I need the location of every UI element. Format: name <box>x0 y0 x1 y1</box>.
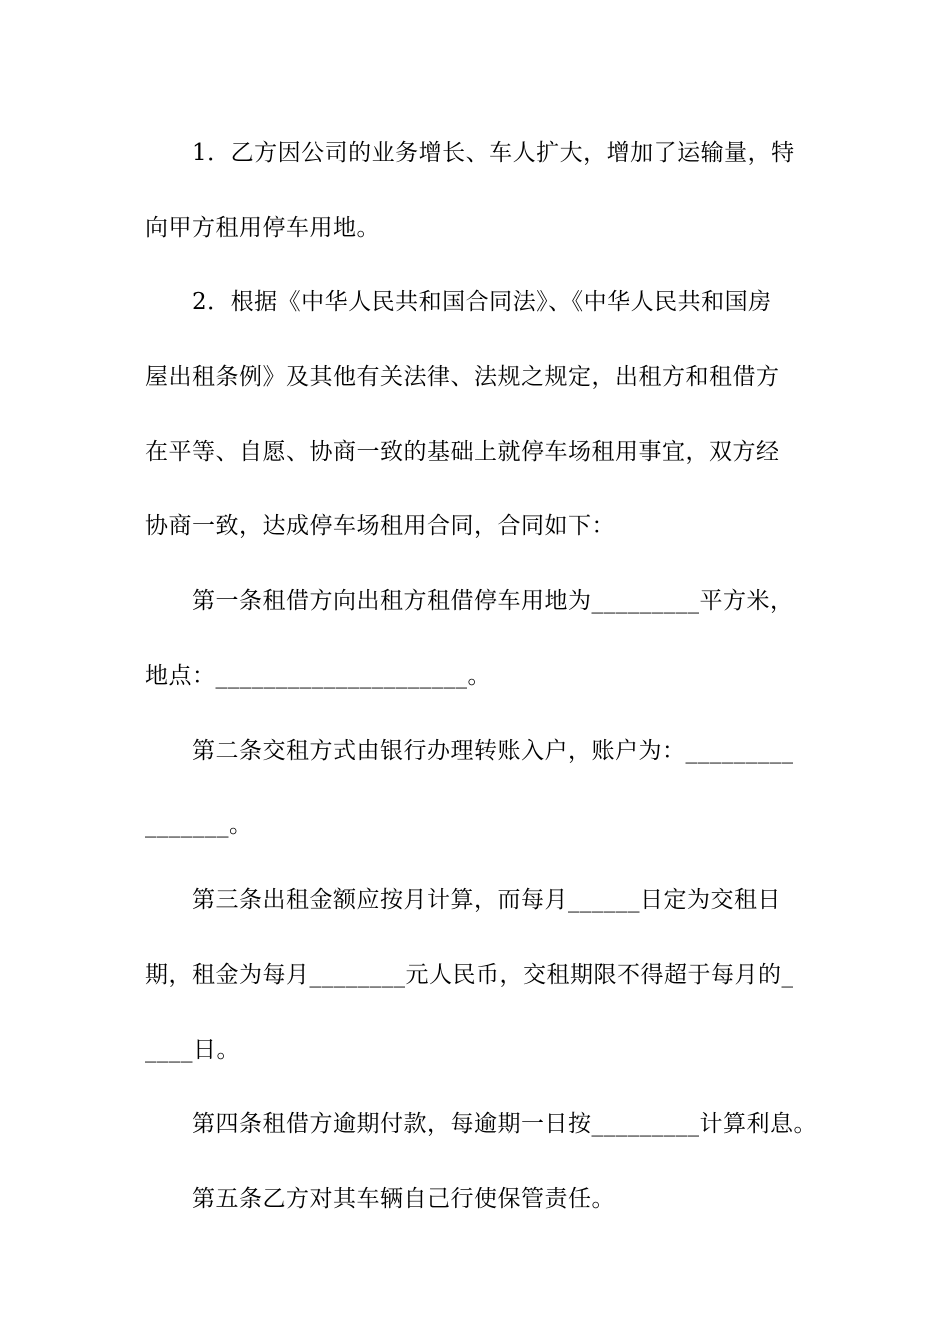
paragraph-line: 第五条乙方对其车辆自己行使保管责任。 <box>192 1186 615 1212</box>
paragraph-line: 在平等、自愿、协商一致的基础上就停车场租用事宜，双方经 <box>145 439 780 465</box>
paragraph-line: 第二条交租方式由银行办理转账入户，账户为：_________ <box>192 738 794 764</box>
paragraph-line: 屋出租条例》及其他有关法律、法规之规定，出租方和租借方 <box>145 364 780 390</box>
paragraph-line: 地点：_____________________。 <box>145 663 491 689</box>
paragraph-line: 第一条租借方向出租方租借停车用地为_________平方米， <box>192 588 794 614</box>
paragraph-line: 第三条出租金额应按月计算，而每月______日定为交租日 <box>192 887 781 913</box>
paragraph-line: ____日。 <box>145 1037 240 1063</box>
paragraph-line: 第四条租借方逾期付款，每逾期一日按_________计算利息。 <box>192 1111 817 1137</box>
paragraph-line: 协商一致，达成停车场租用合同，合同如下： <box>145 513 615 539</box>
paragraph-line: 向甲方租用停车用地。 <box>145 215 380 241</box>
paragraph-line: _______。 <box>145 812 253 838</box>
paragraph-line: 1．乙方因公司的业务增长、车人扩大，增加了运输量，特 <box>192 140 795 166</box>
paragraph-line: 2．根据《中华人民共和国合同法》、《中华人民共和国房 <box>192 289 772 315</box>
paragraph-line: 期，租金为每月________元人民币，交租期限不得超于每月的_ <box>145 962 794 988</box>
